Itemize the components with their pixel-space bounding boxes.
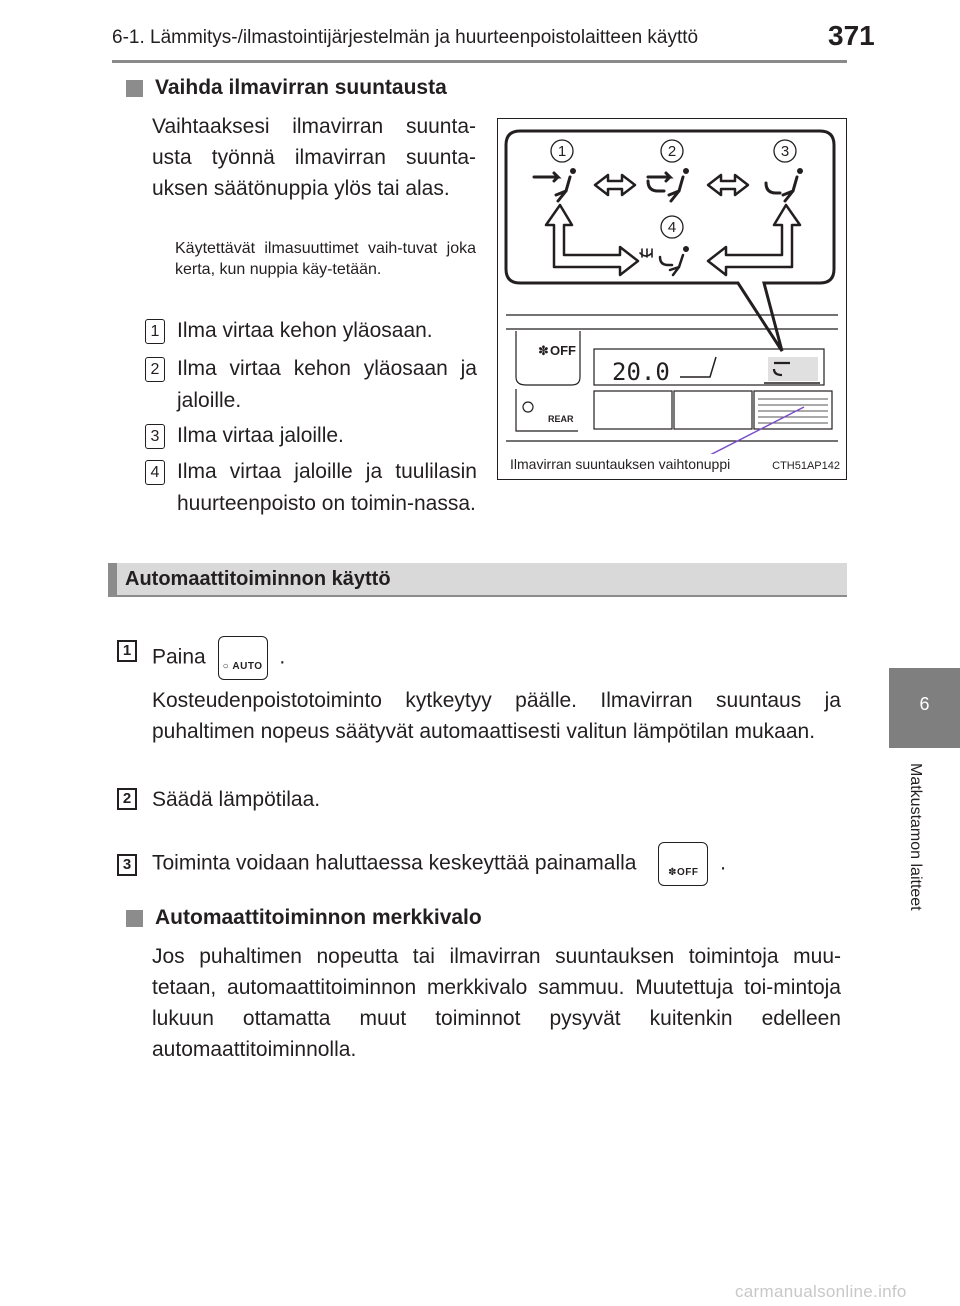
step-2: [117, 784, 847, 818]
marker-3: 3: [780, 143, 790, 160]
page-number: 371: [828, 20, 875, 51]
panel-temperature: 20.0: [612, 358, 670, 386]
step-1-text: [152, 636, 285, 680]
header-title: 6-1. Lämmitys-/ilmastointijärjestelmän ja huurteenpoistolaitteen käyttö: [112, 27, 699, 48]
item-text: Ilma virtaa jaloille ja tuulilasin huurteenpoisto on toimin-nassa.: [177, 460, 477, 515]
auto-button-icon: ○ AUTO: [218, 636, 268, 680]
step-badge: 1: [117, 640, 137, 662]
airflow-intro: Vaihtaaksesi ilmavirran suunta-usta työnnä ilmavirran suunta-uksen säätönuppia ylös tai alas.: [152, 115, 476, 200]
auto-section-title: Automaattitoiminnon käyttö: [125, 568, 391, 590]
airflow-note: Käytettävät ilmasuuttimet vaih-tuvat joka kerta, kun nuppia käy-tetään.: [175, 240, 476, 278]
marker-4: 4: [667, 219, 677, 236]
indicator-text: Jos puhaltimen nopeutta tai ilmavirran suuntauksen toimintoja muu-tetaan, automaattitoiminnon merkkivalo sammuu. Muutettuja toi-mintoja lukuun ottamatta muut toiminnot pysyvät kuitenkin edelleen automaattitoiminnolla.: [152, 945, 841, 1061]
step-badge: 2: [117, 788, 137, 810]
figure-code: CTH51AP142: [772, 460, 840, 472]
airflow-item-1: [145, 315, 477, 355]
auto-button-label: AUTO: [232, 661, 263, 672]
step-badge: 3: [117, 854, 137, 876]
step-3-text-after: .: [720, 851, 726, 875]
heading-square-icon: [126, 80, 143, 97]
item-number-badge: 2: [145, 357, 165, 382]
airflow-item-4: [145, 456, 477, 552]
panel-off-label: OFF: [550, 343, 576, 358]
item-text: Ilma virtaa kehon yläosaan ja jaloille.: [177, 357, 477, 412]
step-1-text-before: Paina: [152, 645, 206, 669]
chapter-number: 6: [919, 694, 930, 714]
climate-panel-illustration: [498, 119, 848, 454]
marker-1: 1: [557, 143, 567, 160]
item-number-badge: 1: [145, 319, 165, 344]
heading-square-icon: [126, 910, 143, 927]
panel-fan-icon: ✽: [538, 343, 549, 358]
item-text: Ilma virtaa kehon yläosaan.: [177, 319, 433, 342]
airflow-heading-text: Vaihda ilmavirran suuntausta: [155, 76, 447, 99]
item-text: Ilma virtaa jaloille.: [177, 424, 344, 447]
off-button-icon: ✽OFF: [658, 842, 708, 886]
step-1-detail: Kosteudenpoistotoiminto kytkeytyy päälle. Ilmavirran suuntaus ja puhaltimen nopeus säätyvät automaattisesti valitun lämpötilan mukaan.: [152, 689, 841, 743]
chapter-tab: [889, 668, 960, 748]
step-1-text-after: .: [279, 645, 286, 669]
header-rule: [112, 60, 847, 63]
section-accent: [108, 563, 117, 597]
item-number-badge: 3: [145, 424, 165, 449]
watermark: carmanualsonline.info: [735, 1282, 907, 1301]
chapter-label: Matkustamon laitteet: [907, 763, 924, 911]
figure-caption: Ilmavirran suuntauksen vaihtonuppi: [510, 456, 731, 472]
airflow-heading: [126, 76, 447, 100]
airflow-item-2: [145, 353, 477, 417]
airflow-item-3: [145, 420, 477, 460]
indicator-heading: [126, 906, 482, 930]
indicator-heading-text: Automaattitoiminnon merkkivalo: [155, 906, 482, 929]
step-3-text-before: Toiminta voidaan haluttaessa keskeyttää painamalla: [152, 851, 637, 875]
auto-section-header: [108, 563, 847, 597]
step-2-text: Säädä lämpötilaa.: [152, 788, 321, 811]
airflow-figure: [497, 118, 847, 480]
step-3: [117, 840, 847, 888]
item-number-badge: 4: [145, 460, 165, 485]
step-3-text: [152, 842, 726, 886]
off-button-label: OFF: [677, 867, 699, 878]
panel-rear-label: REAR: [548, 414, 574, 424]
marker-2: 2: [667, 143, 677, 160]
step-1: [117, 628, 847, 676]
